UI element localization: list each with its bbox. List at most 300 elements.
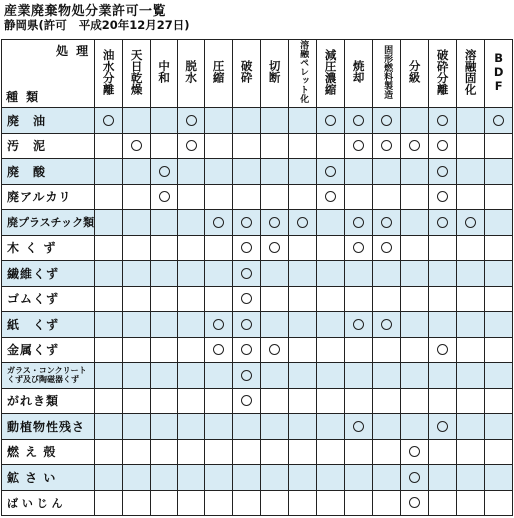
column-header bbox=[205, 40, 233, 108]
permit-cell bbox=[261, 363, 289, 389]
permitted-circle-icon bbox=[103, 115, 114, 126]
permitted-circle-icon bbox=[493, 115, 504, 126]
permit-cell bbox=[317, 184, 345, 210]
permit-cell bbox=[205, 235, 233, 261]
permit-cell bbox=[261, 261, 289, 287]
column-header-label: 減圧濃縮 bbox=[323, 48, 338, 95]
table-row bbox=[2, 363, 513, 389]
waste-type-label: 廃プラスチック類 bbox=[2, 210, 95, 236]
permit-cell bbox=[233, 337, 261, 363]
permitted-circle-icon bbox=[381, 140, 392, 151]
permit-cell bbox=[345, 184, 373, 210]
permitted-circle-icon bbox=[241, 268, 252, 279]
permitted-circle-icon bbox=[381, 115, 392, 126]
permit-cell bbox=[485, 363, 513, 389]
waste-type-label: 廃アルカリ bbox=[2, 184, 95, 210]
column-header-label: 焼却 bbox=[351, 60, 366, 83]
permit-cell bbox=[373, 261, 401, 287]
permit-cell bbox=[205, 312, 233, 338]
permit-cell bbox=[317, 388, 345, 414]
permit-cell bbox=[151, 388, 178, 414]
permit-cell bbox=[205, 261, 233, 287]
column-header bbox=[289, 40, 317, 108]
permit-cell bbox=[373, 465, 401, 491]
permit-cell bbox=[345, 210, 373, 236]
column-header-label: 固形燃料製造 bbox=[382, 44, 393, 99]
permitted-circle-icon bbox=[241, 319, 252, 330]
permit-cell bbox=[233, 108, 261, 134]
permit-cell bbox=[123, 439, 151, 465]
table-row bbox=[2, 235, 513, 261]
permit-cell bbox=[429, 159, 457, 185]
permit-cell bbox=[178, 133, 205, 159]
permit-cell bbox=[457, 184, 485, 210]
table-row bbox=[2, 465, 513, 491]
permit-cell bbox=[373, 439, 401, 465]
permit-cell bbox=[429, 414, 457, 440]
permit-cell bbox=[261, 465, 289, 491]
permit-cell bbox=[485, 337, 513, 363]
waste-type-label: 紙 くず bbox=[2, 312, 95, 338]
permit-cell bbox=[289, 235, 317, 261]
permitted-circle-icon bbox=[353, 217, 364, 228]
permit-cell bbox=[95, 286, 123, 312]
permit-cell bbox=[261, 388, 289, 414]
permit-cell bbox=[205, 490, 233, 516]
permit-cell bbox=[205, 337, 233, 363]
table-row bbox=[2, 159, 513, 185]
permit-cell bbox=[233, 465, 261, 491]
column-header-label: 脱水 bbox=[184, 60, 199, 83]
permit-cell bbox=[178, 261, 205, 287]
permit-cell bbox=[401, 414, 429, 440]
permit-cell bbox=[373, 108, 401, 134]
permitted-circle-icon bbox=[241, 344, 252, 355]
permit-cell bbox=[95, 414, 123, 440]
permitted-circle-icon bbox=[269, 242, 280, 253]
permit-cell bbox=[151, 439, 178, 465]
waste-type-label: ガラス・コンクリートくず及び陶磁器くず bbox=[2, 363, 95, 389]
permit-cell bbox=[233, 159, 261, 185]
permit-cell bbox=[345, 414, 373, 440]
permit-cell bbox=[401, 184, 429, 210]
permit-cell bbox=[178, 465, 205, 491]
permit-cell bbox=[178, 184, 205, 210]
permit-cell bbox=[289, 261, 317, 287]
permit-cell bbox=[401, 235, 429, 261]
column-header bbox=[429, 40, 457, 108]
permitted-circle-icon bbox=[353, 319, 364, 330]
permit-cell bbox=[429, 235, 457, 261]
permit-cell bbox=[429, 184, 457, 210]
permit-cell bbox=[95, 108, 123, 134]
permit-cell bbox=[151, 159, 178, 185]
permit-cell bbox=[429, 388, 457, 414]
permit-cell bbox=[457, 286, 485, 312]
permit-cell bbox=[485, 133, 513, 159]
permit-cell bbox=[289, 286, 317, 312]
corner-type-label: 種 類 bbox=[6, 90, 41, 104]
permit-cell bbox=[429, 363, 457, 389]
permit-cell bbox=[95, 388, 123, 414]
permitted-circle-icon bbox=[325, 115, 336, 126]
column-header bbox=[178, 40, 205, 108]
permit-cell bbox=[178, 108, 205, 134]
permit-cell bbox=[345, 465, 373, 491]
permitted-circle-icon bbox=[241, 242, 252, 253]
permit-cell bbox=[233, 210, 261, 236]
column-header bbox=[345, 40, 373, 108]
permit-cell bbox=[178, 363, 205, 389]
permit-cell bbox=[95, 439, 123, 465]
column-header-label: 破砕 bbox=[239, 60, 254, 83]
permit-cell bbox=[95, 465, 123, 491]
permit-cell bbox=[317, 108, 345, 134]
permit-cell bbox=[289, 414, 317, 440]
permitted-circle-icon bbox=[269, 217, 280, 228]
permit-cell bbox=[429, 133, 457, 159]
permit-cell bbox=[178, 312, 205, 338]
permit-cell bbox=[123, 133, 151, 159]
permit-cell bbox=[457, 312, 485, 338]
permitted-circle-icon bbox=[437, 166, 448, 177]
permit-cell bbox=[233, 312, 261, 338]
permit-cell bbox=[261, 337, 289, 363]
permitted-circle-icon bbox=[437, 140, 448, 151]
permit-cell bbox=[261, 439, 289, 465]
permit-cell bbox=[317, 133, 345, 159]
permit-cell bbox=[123, 184, 151, 210]
permitted-circle-icon bbox=[213, 344, 224, 355]
permit-cell bbox=[401, 312, 429, 338]
permitted-circle-icon bbox=[186, 115, 197, 126]
permit-cell bbox=[289, 337, 317, 363]
table-row bbox=[2, 261, 513, 287]
permit-cell bbox=[123, 210, 151, 236]
permit-cell bbox=[457, 337, 485, 363]
permit-cell bbox=[345, 363, 373, 389]
permit-cell bbox=[151, 286, 178, 312]
permit-cell bbox=[289, 210, 317, 236]
permitted-circle-icon bbox=[186, 140, 197, 151]
permit-cell bbox=[401, 388, 429, 414]
permit-cell bbox=[123, 108, 151, 134]
permit-cell bbox=[373, 388, 401, 414]
permitted-circle-icon bbox=[241, 395, 252, 406]
permit-cell bbox=[373, 363, 401, 389]
permit-cell bbox=[457, 210, 485, 236]
permit-cell bbox=[151, 261, 178, 287]
column-header bbox=[261, 40, 289, 108]
permitted-circle-icon bbox=[409, 446, 420, 457]
table-row bbox=[2, 414, 513, 440]
waste-type-label: ば い じ ん bbox=[2, 490, 95, 516]
permit-cell bbox=[178, 235, 205, 261]
permit-cell bbox=[205, 363, 233, 389]
permit-cell bbox=[485, 439, 513, 465]
permit-cell bbox=[429, 465, 457, 491]
permit-cell bbox=[485, 210, 513, 236]
table-row bbox=[2, 312, 513, 338]
permit-date: 平成20年12月27日) bbox=[78, 18, 190, 32]
permit-cell bbox=[123, 388, 151, 414]
permit-cell bbox=[317, 312, 345, 338]
permit-cell bbox=[345, 235, 373, 261]
permit-cell bbox=[151, 108, 178, 134]
permit-cell bbox=[401, 337, 429, 363]
permit-cell bbox=[485, 490, 513, 516]
column-header bbox=[485, 40, 513, 108]
permitted-circle-icon bbox=[325, 191, 336, 202]
permit-cell bbox=[151, 235, 178, 261]
permit-cell bbox=[95, 210, 123, 236]
permit-cell bbox=[95, 337, 123, 363]
permitted-circle-icon bbox=[241, 370, 252, 381]
permit-cell bbox=[457, 490, 485, 516]
permit-cell bbox=[373, 286, 401, 312]
permit-cell bbox=[123, 261, 151, 287]
permit-cell bbox=[401, 133, 429, 159]
permit-cell bbox=[345, 388, 373, 414]
table-row bbox=[2, 439, 513, 465]
permitted-circle-icon bbox=[213, 319, 224, 330]
permit-cell bbox=[373, 159, 401, 185]
permit-cell bbox=[429, 490, 457, 516]
permit-cell bbox=[123, 312, 151, 338]
permitted-circle-icon bbox=[213, 217, 224, 228]
permit-cell bbox=[178, 388, 205, 414]
permit-cell bbox=[261, 235, 289, 261]
permitted-circle-icon bbox=[131, 140, 142, 151]
permit-cell bbox=[317, 337, 345, 363]
permit-cell bbox=[233, 363, 261, 389]
permit-cell bbox=[457, 108, 485, 134]
permit-cell bbox=[457, 133, 485, 159]
table-row bbox=[2, 490, 513, 516]
permit-cell bbox=[317, 414, 345, 440]
permit-cell bbox=[151, 133, 178, 159]
page-title: 産業廃棄物処分業許可一覧 bbox=[4, 4, 167, 19]
permit-cell bbox=[317, 465, 345, 491]
permit-cell bbox=[233, 235, 261, 261]
waste-type-label: 木 く ず bbox=[2, 235, 95, 261]
waste-type-label: 動植物性残さ bbox=[2, 414, 95, 440]
permit-cell bbox=[485, 108, 513, 134]
permit-cell bbox=[401, 108, 429, 134]
permit-cell bbox=[123, 490, 151, 516]
table-row bbox=[2, 210, 513, 236]
waste-type-label: ゴムくず bbox=[2, 286, 95, 312]
permit-cell bbox=[401, 439, 429, 465]
permit-cell bbox=[151, 184, 178, 210]
permitted-circle-icon bbox=[437, 191, 448, 202]
permitted-circle-icon bbox=[353, 115, 364, 126]
permit-cell bbox=[485, 286, 513, 312]
permit-cell bbox=[373, 235, 401, 261]
column-header-label: 天日乾燥 bbox=[129, 48, 144, 95]
permit-cell bbox=[123, 465, 151, 491]
permitted-circle-icon bbox=[381, 242, 392, 253]
permitted-circle-icon bbox=[437, 115, 448, 126]
permit-cell bbox=[289, 312, 317, 338]
permitted-circle-icon bbox=[159, 191, 170, 202]
permit-cell bbox=[178, 159, 205, 185]
corner-process-label: 処 理 bbox=[55, 44, 91, 58]
table-row bbox=[2, 388, 513, 414]
permit-cell bbox=[373, 312, 401, 338]
permit-cell bbox=[233, 388, 261, 414]
permit-cell bbox=[123, 414, 151, 440]
permit-cell bbox=[429, 312, 457, 338]
permit-cell bbox=[95, 184, 123, 210]
permit-cell bbox=[178, 490, 205, 516]
permitted-circle-icon bbox=[297, 217, 308, 228]
column-header bbox=[233, 40, 261, 108]
permit-cell bbox=[261, 184, 289, 210]
permit-cell bbox=[151, 363, 178, 389]
permit-cell bbox=[123, 363, 151, 389]
permit-cell bbox=[95, 261, 123, 287]
permit-cell bbox=[401, 210, 429, 236]
permitted-circle-icon bbox=[381, 217, 392, 228]
permit-cell bbox=[317, 235, 345, 261]
permit-cell bbox=[345, 108, 373, 134]
permit-cell bbox=[401, 286, 429, 312]
permit-cell bbox=[233, 286, 261, 312]
permit-cell bbox=[261, 312, 289, 338]
permit-cell bbox=[95, 363, 123, 389]
column-header bbox=[151, 40, 178, 108]
permit-cell bbox=[373, 490, 401, 516]
column-header bbox=[373, 40, 401, 108]
column-header bbox=[123, 40, 151, 108]
permit-cell bbox=[205, 159, 233, 185]
permit-cell bbox=[457, 465, 485, 491]
permit-cell bbox=[317, 261, 345, 287]
permit-cell bbox=[123, 286, 151, 312]
permit-cell bbox=[95, 159, 123, 185]
table-row bbox=[2, 108, 513, 134]
permit-cell bbox=[95, 312, 123, 338]
permit-cell bbox=[205, 210, 233, 236]
permit-cell bbox=[401, 159, 429, 185]
permit-cell bbox=[345, 439, 373, 465]
permit-cell bbox=[457, 414, 485, 440]
permit-cell bbox=[429, 108, 457, 134]
permit-cell bbox=[485, 414, 513, 440]
permit-cell bbox=[373, 184, 401, 210]
column-header-label: 溶融固化 bbox=[463, 48, 478, 95]
permit-cell bbox=[429, 286, 457, 312]
permit-cell bbox=[345, 286, 373, 312]
column-header-label: 破砕分離 bbox=[435, 48, 450, 95]
permit-cell bbox=[261, 210, 289, 236]
column-header-label: 溶融ペレット化 bbox=[298, 40, 309, 103]
waste-type-label: 金属くず bbox=[2, 337, 95, 363]
permit-cell bbox=[123, 337, 151, 363]
permit-table bbox=[1, 39, 513, 516]
permit-cell bbox=[178, 414, 205, 440]
column-header bbox=[317, 40, 345, 108]
permit-cell bbox=[233, 414, 261, 440]
permitted-circle-icon bbox=[437, 421, 448, 432]
permit-cell bbox=[401, 490, 429, 516]
permit-cell bbox=[178, 210, 205, 236]
permit-cell bbox=[345, 133, 373, 159]
permit-cell bbox=[151, 414, 178, 440]
permit-cell bbox=[261, 159, 289, 185]
waste-type-label: 鉱 さ い bbox=[2, 465, 95, 491]
permit-cell bbox=[485, 235, 513, 261]
permit-cell bbox=[345, 312, 373, 338]
permitted-circle-icon bbox=[159, 166, 170, 177]
column-header-label: 中和 bbox=[157, 60, 172, 83]
permit-cell bbox=[261, 490, 289, 516]
permit-cell bbox=[205, 286, 233, 312]
table-row bbox=[2, 337, 513, 363]
permit-cell bbox=[317, 439, 345, 465]
permit-cell bbox=[485, 261, 513, 287]
permit-cell bbox=[429, 439, 457, 465]
permit-cell bbox=[345, 337, 373, 363]
permitted-circle-icon bbox=[353, 242, 364, 253]
waste-type-label: 廃 油 bbox=[2, 108, 95, 134]
permit-cell bbox=[178, 439, 205, 465]
permit-cell bbox=[457, 235, 485, 261]
permit-cell bbox=[457, 159, 485, 185]
permit-cell bbox=[233, 439, 261, 465]
corner-cell bbox=[2, 40, 95, 108]
permit-cell bbox=[485, 184, 513, 210]
permitted-circle-icon bbox=[325, 166, 336, 177]
permit-cell bbox=[178, 286, 205, 312]
permit-cell bbox=[123, 235, 151, 261]
permit-cell bbox=[178, 337, 205, 363]
permit-cell bbox=[151, 210, 178, 236]
waste-type-label: 廃 酸 bbox=[2, 159, 95, 185]
permit-cell bbox=[261, 133, 289, 159]
permit-cell bbox=[233, 184, 261, 210]
waste-type-label: がれき類 bbox=[2, 388, 95, 414]
permit-cell bbox=[289, 184, 317, 210]
column-header bbox=[457, 40, 485, 108]
permit-cell bbox=[289, 363, 317, 389]
permit-cell bbox=[151, 312, 178, 338]
column-header-label: 圧縮 bbox=[211, 60, 226, 83]
permit-cell bbox=[95, 235, 123, 261]
permit-cell bbox=[317, 210, 345, 236]
permit-cell bbox=[401, 363, 429, 389]
permit-cell bbox=[261, 414, 289, 440]
table-row bbox=[2, 184, 513, 210]
column-header-label: 油水分離 bbox=[101, 48, 116, 95]
permit-date-line bbox=[4, 17, 190, 33]
permit-cell bbox=[151, 337, 178, 363]
column-header bbox=[401, 40, 429, 108]
permit-cell bbox=[289, 439, 317, 465]
permit-cell bbox=[289, 133, 317, 159]
permit-cell bbox=[317, 159, 345, 185]
permit-cell bbox=[485, 388, 513, 414]
permit-cell bbox=[485, 465, 513, 491]
column-header-label: 分級 bbox=[407, 60, 422, 83]
permitted-circle-icon bbox=[437, 344, 448, 355]
column-header bbox=[95, 40, 123, 108]
permit-cell bbox=[205, 414, 233, 440]
permit-cell bbox=[233, 490, 261, 516]
permit-cell bbox=[373, 133, 401, 159]
permitted-circle-icon bbox=[353, 140, 364, 151]
